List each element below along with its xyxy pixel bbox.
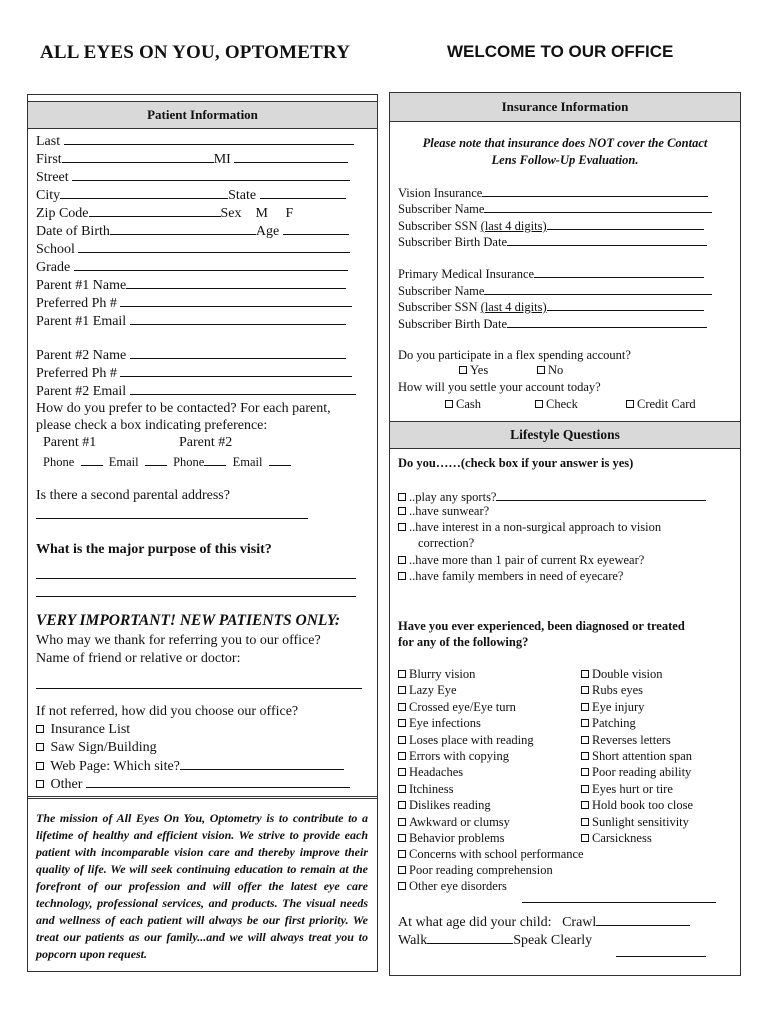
state-field[interactable] [260, 186, 346, 199]
parent2-email-row: Parent #2 Email [36, 382, 356, 400]
practice-title: ALL EYES ON YOU, OPTOMETRY [40, 42, 351, 63]
flex-spending-q: Do you participate in a flex spending account? [398, 348, 631, 362]
checkbox-icon[interactable] [36, 762, 44, 770]
lifestyle-header: Lifestyle Questions [390, 422, 740, 449]
checkbox-icon[interactable] [581, 834, 589, 842]
pay-credit-card[interactable]: Credit Card [626, 397, 696, 412]
city-row: City State [36, 186, 346, 204]
condition-item[interactable] [398, 765, 463, 780]
condition-label: Short attention span [592, 749, 692, 763]
condition-label: Reverses letters [592, 732, 671, 747]
checkbox-icon[interactable] [459, 366, 467, 374]
checkbox-icon[interactable] [581, 670, 589, 678]
choose-office-q: If not referred, how did you choose our office? [36, 704, 299, 719]
vision-subscriber-field[interactable] [484, 200, 712, 213]
parent1-phone-field[interactable] [120, 294, 352, 307]
checkbox-icon[interactable] [398, 850, 406, 858]
condition-label: Eye injury [592, 699, 645, 714]
lifestyle-intro: Do you……(check box if your answer is yes) [398, 456, 634, 470]
lifestyle-nonsurgical[interactable]: ..have interest in a non-surgical approach to vision [398, 520, 661, 535]
condition-item[interactable] [398, 683, 457, 698]
condition-item[interactable] [581, 765, 691, 780]
age-field[interactable] [283, 222, 349, 235]
condition-label: Poor reading ability [592, 765, 692, 780]
condition-item[interactable] [398, 716, 481, 731]
checkbox-icon[interactable] [398, 719, 406, 727]
parent2-name-field[interactable] [130, 346, 346, 359]
zip-field[interactable] [89, 204, 221, 217]
vision-ssn-field[interactable] [547, 217, 704, 230]
referral-name-label: Name of friend or relative or doctor: [36, 651, 241, 666]
last-name-field[interactable] [64, 132, 354, 145]
p1-email-check[interactable] [145, 453, 167, 466]
vision-subscriber-row: Subscriber Name [398, 200, 712, 217]
cond-school-performance[interactable]: Concerns with school performance [398, 847, 584, 862]
dob-row: Date of Birth Age [36, 222, 349, 240]
checkbox-icon[interactable] [398, 768, 406, 776]
parent1-email-field[interactable] [130, 312, 346, 325]
street-row: Street [36, 168, 350, 186]
insurance-note-1: Please note that insurance does NOT cover the Contact [422, 136, 708, 150]
checkbox-icon[interactable] [398, 686, 406, 694]
parent2-email-field[interactable] [130, 382, 356, 395]
experience-q1: Have you ever experienced, been diagnosed or treated [398, 619, 685, 633]
checkbox-icon[interactable] [537, 366, 545, 374]
p2-phone-check[interactable] [204, 453, 226, 466]
condition-label: Eye infections [409, 716, 481, 731]
condition-label: Behavior problems [409, 831, 505, 845]
condition-label: Loses place with reading [409, 732, 534, 747]
condition-label: Hold book too close [592, 798, 694, 813]
crawl-field[interactable] [596, 913, 690, 926]
last-name-row: Last [36, 132, 354, 150]
pay-cash[interactable]: Cash [445, 397, 481, 412]
condition-item[interactable] [581, 831, 652, 846]
checkbox-icon[interactable] [398, 882, 406, 890]
medical-subscriber-field[interactable] [484, 282, 712, 295]
settle-account-q: How will you settle your account today? [398, 380, 601, 394]
pay-check[interactable]: Check [535, 397, 578, 412]
condition-item[interactable] [398, 798, 491, 813]
contact-pref-row: Phone Email Phone Email [43, 453, 291, 470]
condition-item[interactable] [398, 831, 504, 846]
checkbox-icon[interactable] [581, 736, 589, 744]
checkbox-icon[interactable] [36, 725, 44, 733]
lifestyle-sports[interactable]: ..play any sports? [398, 488, 706, 505]
parent2-name-row: Parent #2 Name [36, 346, 346, 364]
condition-label: Errors with copying [409, 749, 509, 763]
choice-web[interactable]: Web Page: Which site? [36, 757, 344, 775]
medical-birthdate-row: Subscriber Birth Date [398, 315, 707, 332]
checkbox-icon[interactable] [398, 507, 406, 515]
walk-field[interactable] [427, 931, 513, 944]
medical-birthdate-field[interactable] [507, 315, 707, 328]
cond-other-disorders[interactable]: Other eye disorders [398, 879, 507, 894]
condition-item[interactable] [581, 716, 636, 731]
checkbox-icon[interactable] [398, 572, 406, 580]
street-field[interactable] [72, 168, 350, 181]
medical-ssn-row: Subscriber SSN (last 4 digits) [398, 298, 704, 315]
second-address-q: Is there a second parental address? [36, 488, 230, 503]
checkbox-icon[interactable] [581, 818, 589, 826]
checkbox-icon[interactable] [535, 400, 543, 408]
condition-item[interactable] [581, 667, 662, 682]
checkbox-icon[interactable] [581, 752, 589, 760]
zip-row: Zip Code Sex M F [36, 206, 294, 221]
condition-label: Patching [592, 716, 636, 731]
condition-label: Crossed eye/Eye turn [409, 699, 516, 714]
first-name-field[interactable] [62, 150, 214, 163]
checkbox-icon[interactable] [398, 493, 406, 501]
vision-ssn-row: Subscriber SSN (last 4 digits) [398, 217, 704, 234]
checkbox-icon[interactable] [581, 703, 589, 711]
visit-purpose-field-1[interactable] [36, 578, 356, 579]
lifestyle-family[interactable]: ..have family members in need of eyecare? [398, 569, 623, 584]
checkbox-icon[interactable] [581, 686, 589, 694]
web-site-field[interactable] [180, 757, 344, 770]
mission-divider [27, 796, 378, 799]
choice-other[interactable]: Other [36, 775, 350, 793]
parent2-phone-row: Preferred Ph # [36, 364, 352, 382]
contact-pref-q2: please check a box indicating preference: [36, 418, 268, 433]
welcome-title: WELCOME TO OUR OFFICE [447, 42, 674, 61]
vision-insurance-row: Vision Insurance [398, 184, 708, 201]
parent2-phone-field[interactable] [120, 364, 352, 377]
grade-field[interactable] [74, 258, 348, 271]
condition-label: Lazy Eye [409, 683, 457, 698]
checkbox-icon[interactable] [445, 400, 453, 408]
condition-item[interactable] [581, 782, 673, 797]
checkbox-icon[interactable] [398, 834, 406, 842]
referral-name-field[interactable] [36, 688, 362, 689]
mi-field[interactable] [234, 150, 348, 163]
checkbox-icon[interactable] [398, 801, 406, 809]
checkbox-icon[interactable] [398, 818, 406, 826]
medical-insurance-row: Primary Medical Insurance [398, 265, 704, 282]
checkbox-icon[interactable] [581, 801, 589, 809]
checkbox-icon[interactable] [36, 743, 44, 751]
condition-label: Blurry vision [409, 667, 476, 681]
parent2-label: Parent #2 [179, 435, 233, 450]
parent1-phone-row: Preferred Ph # [36, 294, 352, 312]
vision-insurance-field[interactable] [482, 184, 708, 197]
condition-label: Rubs eyes [592, 683, 644, 698]
lifestyle-multiple-pairs[interactable]: ..have more than 1 pair of current Rx eyewear? [398, 553, 644, 568]
city-field[interactable] [60, 186, 228, 199]
sex-f[interactable]: F [285, 206, 294, 221]
condition-item[interactable] [398, 815, 510, 830]
referral-q: Who may we thank for referring you to our office? [36, 633, 321, 648]
flex-no[interactable]: No [537, 363, 563, 378]
choice-sign[interactable]: Saw Sign/Building [36, 739, 157, 756]
new-patients-heading: VERY IMPORTANT! NEW PATIENTS ONLY: [36, 612, 341, 629]
experience-q2: for any of the following? [398, 635, 529, 649]
vision-birthdate-row: Subscriber Birth Date [398, 233, 707, 250]
cond-reading-comprehension[interactable]: Poor reading comprehension [398, 863, 553, 878]
condition-item[interactable] [581, 683, 643, 698]
condition-item[interactable] [398, 733, 534, 748]
lifestyle-nonsurgical-cont: correction? [418, 536, 475, 550]
parent1-label: Parent #1 [43, 435, 97, 450]
crawl-row: At what age did your child: Crawl [398, 913, 690, 931]
p2-email-check[interactable] [269, 453, 291, 466]
parent1-email-row: Parent #1 Email [36, 312, 346, 330]
insurance-header: Insurance Information [390, 93, 740, 122]
lifestyle-sunwear[interactable]: ..have sunwear? [398, 504, 489, 519]
checkbox-icon[interactable] [398, 752, 406, 760]
condition-item[interactable] [398, 782, 453, 797]
condition-item[interactable] [398, 700, 516, 715]
patient-info-header: Patient Information [28, 102, 377, 129]
checkbox-icon[interactable] [626, 400, 634, 408]
condition-item[interactable] [398, 749, 509, 764]
condition-item[interactable] [398, 667, 475, 682]
second-address-field[interactable] [36, 518, 308, 519]
speak-clearly-field[interactable] [616, 956, 706, 957]
checkbox-icon[interactable] [581, 719, 589, 727]
condition-item[interactable] [581, 798, 693, 813]
other-disorders-field[interactable] [522, 902, 716, 903]
checkbox-icon[interactable] [398, 556, 406, 564]
choice-insurance-list[interactable]: Insurance List [36, 721, 130, 738]
condition-item[interactable] [581, 749, 692, 764]
checkbox-icon[interactable] [398, 523, 406, 531]
checkbox-icon[interactable] [398, 703, 406, 711]
medical-ssn-field[interactable] [547, 298, 704, 311]
dob-field[interactable] [110, 222, 256, 235]
grade-row: Grade [36, 258, 348, 276]
condition-label: Carsickness [592, 831, 652, 845]
checkbox-icon[interactable] [581, 785, 589, 793]
checkbox-icon[interactable] [398, 785, 406, 793]
medical-subscriber-row: Subscriber Name [398, 282, 712, 299]
condition-label: Sunlight sensitivity [592, 814, 689, 829]
checkbox-icon[interactable] [398, 736, 406, 744]
flex-yes[interactable]: Yes [459, 363, 488, 378]
mission-statement: The mission of All Eyes On You, Optometry is to contribute to a lifetime of healthy and efficient vision. We strive to provide each patient with incomparable vision care and thereby improve their quality of life. We will seek continuing education to remain at the forefront of our profession and will offer the latest eye care technology, professional services, and products. The visual needs and wellness of each patient will always be our first priority. We treat our patients as our family...and we will always treat you to popcorn upon request. [36, 811, 368, 961]
condition-label: Double vision [592, 667, 663, 681]
contact-pref-q1: How do you prefer to be contacted? For each parent, [36, 401, 331, 416]
condition-item[interactable] [581, 733, 671, 748]
other-field[interactable] [86, 775, 350, 788]
first-name-row: First MI [36, 150, 348, 168]
parent1-name-row: Parent #1 Name [36, 276, 346, 294]
sex-m[interactable]: M [255, 206, 268, 221]
condition-label: Headaches [409, 765, 464, 780]
insurance-note-2: Lens Follow-Up Evaluation. [491, 153, 639, 167]
walk-row: Walk Speak Clearly [398, 933, 593, 948]
checkbox-icon[interactable] [36, 780, 44, 788]
condition-label: Dislikes reading [409, 798, 491, 813]
p1-phone-check[interactable] [81, 453, 103, 466]
vision-birthdate-field[interactable] [507, 233, 707, 246]
visit-purpose-field-2[interactable] [36, 596, 356, 597]
condition-label: Itchiness [409, 781, 454, 796]
condition-item[interactable] [581, 700, 644, 715]
school-row: School [36, 240, 350, 258]
checkbox-icon[interactable] [581, 768, 589, 776]
checkbox-icon[interactable] [398, 866, 406, 874]
school-field[interactable] [78, 240, 350, 253]
parent1-name-field[interactable] [126, 276, 346, 289]
condition-label: Eyes hurt or tire [592, 781, 673, 796]
condition-label: Awkward or clumsy [409, 814, 510, 829]
condition-item[interactable] [581, 815, 689, 830]
checkbox-icon[interactable] [398, 670, 406, 678]
visit-purpose-q: What is the major purpose of this visit? [36, 542, 272, 557]
medical-insurance-field[interactable] [534, 265, 704, 278]
sports-field[interactable] [496, 488, 706, 501]
